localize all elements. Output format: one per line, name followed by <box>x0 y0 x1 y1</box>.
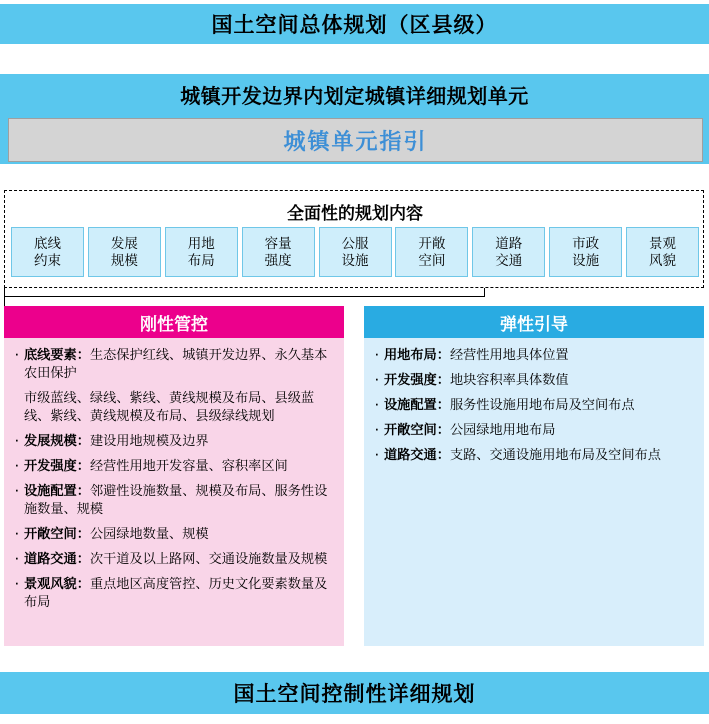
panel-rigid-control-header <box>4 306 344 338</box>
item-key: 设施配置： <box>24 483 90 498</box>
item-value: 支路、交通设施用地布局及空间布点 <box>449 447 661 462</box>
item-key: 道路交通： <box>384 447 450 462</box>
chip-line2: 约束 <box>34 253 61 268</box>
list-item <box>12 389 336 425</box>
item-key: 底线要素： <box>24 347 90 362</box>
chip-line1: 容量 <box>264 236 292 251</box>
chip-line2: 设施 <box>572 253 600 268</box>
chip-line1: 市政 <box>572 236 600 251</box>
item-key: 开发强度： <box>24 458 90 473</box>
list-item <box>372 346 696 364</box>
item-value: 建设用地规模及边界 <box>89 433 209 448</box>
item-key: 设施配置： <box>384 397 450 412</box>
content-chip <box>395 227 468 277</box>
content-chip <box>165 227 238 277</box>
chip-line1: 底线 <box>34 236 61 251</box>
item-value: 市级蓝线、绿线、紫线、黄线规模及布局、县级蓝线、紫线、黄线规模及布局、县级绿线规划 <box>24 390 315 423</box>
panel-flexible-guidance <box>364 306 704 646</box>
panel-flexible-guidance-title: 弹性引导 <box>500 314 568 334</box>
list-item <box>372 446 696 464</box>
comprehensive-content-title: 全面性的规划内容 <box>287 204 423 223</box>
item-value: 重点地区高度管控、历史文化要素数量及布局 <box>24 576 328 609</box>
chip-line2: 设施 <box>341 253 369 268</box>
connector-horizontal <box>4 296 484 297</box>
list-item <box>12 346 336 382</box>
comprehensive-content-box <box>4 190 704 288</box>
connector-vertical-left <box>4 288 5 306</box>
item-key: 开敞空间： <box>384 422 450 437</box>
panel-rigid-control-title: 刚性管控 <box>140 314 208 334</box>
banner-overall-plan-label: 国土空间总体规划（区县级） <box>211 14 498 37</box>
chip-line1: 公服 <box>341 236 369 251</box>
list-item <box>12 525 336 543</box>
content-chip <box>319 227 392 277</box>
content-chip <box>242 227 315 277</box>
item-value: 经营性用地具体位置 <box>449 347 569 362</box>
list-item <box>12 432 336 450</box>
panel-rigid-control <box>4 306 344 646</box>
item-value: 公园绿地用地布局 <box>449 422 556 437</box>
banner-regulatory-plan <box>0 672 709 714</box>
connector-vertical-right <box>484 288 485 297</box>
guideline-label: 城镇单元指引 <box>283 128 428 154</box>
content-chip <box>88 227 161 277</box>
item-value: 经营性用地开发容量、容积率区间 <box>89 458 288 473</box>
item-value: 生态保护红线、城镇开发边界、永久基本农田保护 <box>24 347 328 380</box>
banner-unit-delimitation-label: 城镇开发边界内划定城镇详细规划单元 <box>180 85 529 108</box>
chip-line2: 布局 <box>187 253 215 268</box>
flexible-guidance-list <box>372 346 696 464</box>
banner-regulatory-plan-label: 国土空间控制性详细规划 <box>233 683 476 706</box>
chip-line2: 交通 <box>495 253 523 268</box>
content-chip <box>626 227 699 277</box>
item-value: 邻避性设施数量、规模及布局、服务性设施数量、规模 <box>24 483 328 516</box>
rigid-control-list <box>12 346 336 611</box>
guideline-bar <box>0 114 709 164</box>
list-item <box>12 550 336 568</box>
list-item <box>12 457 336 475</box>
item-key: 道路交通： <box>24 551 90 566</box>
chip-line2: 空间 <box>418 253 446 268</box>
item-key: 开发强度： <box>384 372 450 387</box>
item-value: 地块容积率具体数值 <box>449 372 569 387</box>
item-value: 次干道及以上路网、交通设施数量及规模 <box>89 551 328 566</box>
list-item <box>372 421 696 439</box>
chip-line2: 风貌 <box>649 253 676 268</box>
chip-line1: 发展 <box>110 236 138 251</box>
item-key: 发展规模： <box>24 433 90 448</box>
chip-line2: 强度 <box>264 253 292 268</box>
panel-flexible-guidance-body <box>364 338 704 646</box>
content-chip-row <box>11 227 699 277</box>
item-value: 公园绿地数量、规模 <box>89 526 209 541</box>
item-key: 开敞空间： <box>24 526 90 541</box>
list-item <box>12 575 336 611</box>
list-item <box>372 396 696 414</box>
panel-rigid-control-body <box>4 338 344 646</box>
chip-line1: 用地 <box>187 236 215 251</box>
item-key: 用地布局： <box>384 347 450 362</box>
item-key: 景观风貌： <box>24 576 90 591</box>
content-chip <box>11 227 84 277</box>
banner-unit-delimitation <box>0 74 709 114</box>
list-item <box>12 482 336 518</box>
panel-flexible-guidance-header <box>364 306 704 338</box>
item-value: 服务性设施用地布局及空间布点 <box>449 397 635 412</box>
chip-line2: 规模 <box>110 253 138 268</box>
content-chip <box>549 227 622 277</box>
chip-line1: 道路 <box>495 236 523 251</box>
banner-overall-plan <box>0 4 709 44</box>
list-item <box>372 371 696 389</box>
content-chip <box>472 227 545 277</box>
chip-line1: 景观 <box>649 236 676 251</box>
guideline-inner-box <box>8 118 703 162</box>
chip-line1: 开敞 <box>418 236 446 251</box>
